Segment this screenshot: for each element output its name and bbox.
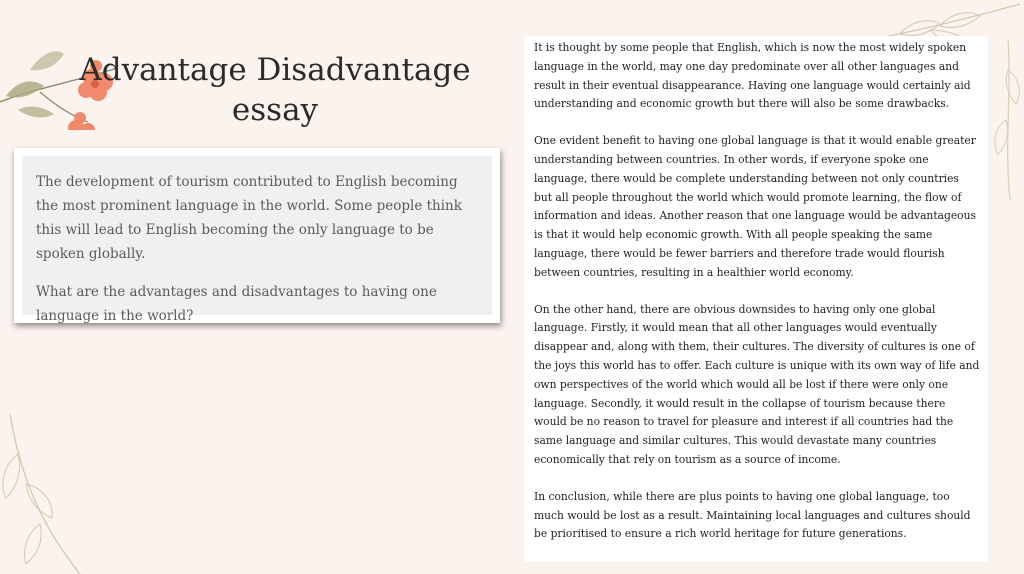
essay-paragraph-introduction: It is thought by some people that English, which is now the most widely spoken language in the world, may one day predominate over all other languages and result in their eventual disappearance. Having one language would certainly aid understanding and economic growth but there will also be some drawbacks.	[534, 41, 971, 111]
slide-title-line1: Advantage Disadvantage	[79, 52, 471, 88]
essay-prompt-card	[14, 148, 500, 323]
slide-title	[40, 50, 510, 130]
slide-title-line2: essay	[231, 92, 319, 128]
model-essay-panel	[524, 36, 988, 562]
leaf-sprig-right	[990, 40, 1024, 200]
essay-prompt-box	[22, 156, 492, 324]
leaf-sprig-bottom-left	[0, 414, 90, 574]
prompt-statement: The development of tourism contributed to English becoming the most prominent language in the world. Some people think this will lead to English becoming the only language to be spoken globally.	[36, 174, 462, 262]
essay-paragraph-advantages: One evident benefit to having one global language is that it would enable greater understanding between countries. In other words, if everyone spoke one language, there would be complete understanding between not only countries but all people throughout the world which would promote learning, the flow of information and ideas. Another reason that one language would be advantageous is that it would help economic growth. With all people speaking the same language, there would be fewer barriers and therefore trade would flourish between countries, resulting in a healthier world economy.	[534, 134, 976, 279]
essay-paragraph-conclusion: In conclusion, while there are plus points to having one global language, too much would be lost as a result. Maintaining local languages and cultures should be prioritised to ensure a rich world heritage for future generations.	[534, 489, 971, 541]
prompt-question: What are the advantages and disadvantages to having one language in the world?	[36, 284, 437, 324]
essay-paragraph-disadvantages: On the other hand, there are obvious downsides to having only one global language. Firstly, it would mean that all other languages would eventually disappear and, along with them, their cultures. The diversity of cultures is one of the joys this world has to offer. Each culture is unique with its own way of life and own perspectives of the world which would all be lost if there were only one language. Secondly, it would result in the collapse of tourism because there would be no reason to travel for pleasure and interest if all countries had the same language and similar cultures. This would devastate many countries economically that rely on tourism as a source of income.	[534, 302, 980, 466]
